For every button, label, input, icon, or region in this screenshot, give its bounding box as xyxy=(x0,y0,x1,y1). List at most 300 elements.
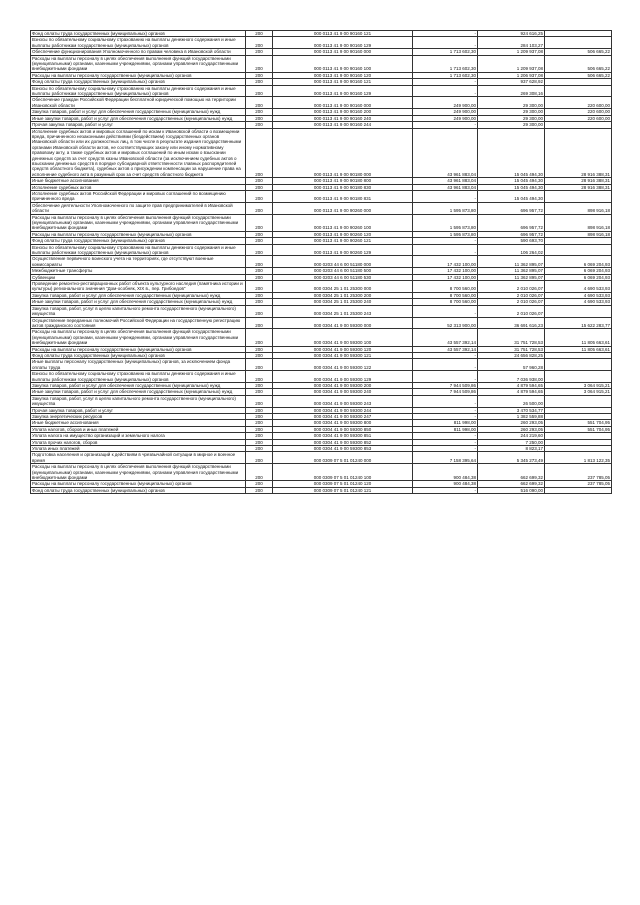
expense-name-cell: Закупка товаров, работ и услуг для обеспечения государственных (муниципальных) нужд xyxy=(31,109,246,115)
approved-amount-cell: 249 900,00 xyxy=(413,109,478,115)
classification-code-cell: 000 0113 41 9 00 90260 100 xyxy=(273,214,413,231)
approved-amount-cell: 249 900,00 xyxy=(413,97,478,109)
classification-code-cell: 000 0113 41 9 00 90260 000 xyxy=(273,202,413,214)
classification-code-cell: 000 0113 41 9 00 90160 120 xyxy=(273,72,413,78)
line-code-cell: 200 xyxy=(246,256,273,268)
approved-amount-cell: 17 432 100,00 xyxy=(413,274,478,280)
approved-amount-cell: 17 432 100,00 xyxy=(413,268,478,274)
unexecuted-amount-cell: 28 916 388,31 xyxy=(545,128,612,178)
approved-amount-cell: 249 900,00 xyxy=(413,115,478,121)
unexecuted-amount-cell: 220 600,00 xyxy=(545,97,612,109)
table-row xyxy=(31,109,612,115)
expense-name-cell: Подготовка населения и организаций к действиям в чрезвычайной ситуации в мирное и военное время xyxy=(31,452,246,464)
line-code-cell: 200 xyxy=(246,359,273,371)
unexecuted-amount-cell: 4 690 533,93 xyxy=(545,299,612,305)
executed-amount-cell: 29 300,00 xyxy=(478,115,545,121)
approved-amount-cell: - xyxy=(413,305,478,317)
line-code-cell: 200 xyxy=(246,128,273,178)
line-code-cell: 200 xyxy=(246,72,273,78)
expense-name-cell: Фонд оплаты труда государственных (муниципальных) органов xyxy=(31,352,246,358)
executed-amount-cell: 269 308,16 xyxy=(478,85,545,97)
approved-amount-cell: - xyxy=(413,238,478,244)
executed-amount-cell: 937 628,92 xyxy=(478,79,545,85)
classification-code-cell: 000 0304 41 9 00 59300 121 xyxy=(273,352,413,358)
expense-name-cell: Межбюджетные трансферты xyxy=(31,268,246,274)
classification-code-cell: 000 0113 41 9 00 90160 200 xyxy=(273,109,413,115)
classification-code-cell: 000 0304 41 9 00 59300 129 xyxy=(273,371,413,383)
unexecuted-amount-cell: 220 600,00 xyxy=(545,109,612,115)
expense-name-cell: Расходы на выплаты персоналу в целях обеспечения выполнения функций государственными (муниципальными) органами, казенными учреждениями, органами управления государственными внебюджетными фондами xyxy=(31,464,246,481)
line-code-cell: 200 xyxy=(246,238,273,244)
classification-code-cell: 000 0304 41 9 00 59300 800 xyxy=(273,420,413,426)
table-row xyxy=(31,371,612,383)
unexecuted-amount-cell: 3 064 915,21 xyxy=(545,389,612,395)
approved-amount-cell: - xyxy=(413,487,478,493)
line-code-cell: 200 xyxy=(246,97,273,109)
approved-amount-cell: 43 961 883,04 xyxy=(413,178,478,184)
expense-name-cell: Уплата иных платежей xyxy=(31,446,246,452)
executed-amount-cell: 662 699,32 xyxy=(478,464,545,481)
executed-amount-cell: 29 300,00 xyxy=(478,109,545,115)
approved-amount-cell: - xyxy=(413,122,478,128)
executed-amount-cell: 15 045 494,30 xyxy=(478,190,545,202)
table-row xyxy=(31,37,612,49)
line-code-cell: 200 xyxy=(246,446,273,452)
expense-name-cell: Фонд оплаты труда государственных (муниципальных) органов xyxy=(31,487,246,493)
approved-amount-cell: - xyxy=(413,79,478,85)
classification-code-cell: 000 0304 25 1 01 25300 243 xyxy=(273,305,413,317)
line-code-cell: 200 xyxy=(246,395,273,407)
expense-name-cell: Проведение ремонтно-реставрационных работ объекта культурного наследия (памятника истории и культуры) регионального значения "Дом-особняк, XIX в., пер. Грибоедов" xyxy=(31,281,246,293)
table-row xyxy=(31,55,612,72)
classification-code-cell: 000 0304 41 9 00 59300 000 xyxy=(273,317,413,329)
line-code-cell: 200 xyxy=(246,352,273,358)
executed-amount-cell: 1 209 937,08 xyxy=(478,49,545,55)
table-row xyxy=(31,382,612,388)
classification-code-cell: 000 0113 41 9 00 90160 129 xyxy=(273,37,413,49)
approved-amount-cell: - xyxy=(413,407,478,413)
unexecuted-amount-cell: 6 069 204,93 xyxy=(545,268,612,274)
expense-name-cell: Уплата прочих налогов, сборов xyxy=(31,439,246,445)
table-row xyxy=(31,72,612,78)
table-row xyxy=(31,214,612,231)
approved-amount-cell: - xyxy=(413,414,478,420)
classification-code-cell: 000 0304 41 9 00 59300 120 xyxy=(273,346,413,352)
executed-amount-cell: 26 500,00 xyxy=(478,395,545,407)
approved-amount-cell: 17 432 100,00 xyxy=(413,256,478,268)
unexecuted-amount-cell: 11 805 663,61 xyxy=(545,329,612,346)
classification-code-cell: 000 0113 41 9 00 90160 000 xyxy=(273,49,413,55)
executed-amount-cell: 2 010 026,07 xyxy=(478,292,545,298)
line-code-cell: 200 xyxy=(246,292,273,298)
line-code-cell: 200 xyxy=(246,389,273,395)
table-row xyxy=(31,202,612,214)
approved-amount-cell: 43 961 883,04 xyxy=(413,184,478,190)
table-row xyxy=(31,317,612,329)
classification-code-cell: 000 0304 41 9 00 59300 853 xyxy=(273,446,413,452)
table-row xyxy=(31,352,612,358)
classification-code-cell: 000 0309 07 5 01 01240 120 xyxy=(273,481,413,487)
classification-code-cell: 000 0113 41 9 00 90160 000 xyxy=(273,97,413,109)
approved-amount-cell: 43 557 392,14 xyxy=(413,346,478,352)
approved-amount-cell: - xyxy=(413,352,478,358)
expense-name-cell: Закупка энергетических ресурсов xyxy=(31,414,246,420)
expense-name-cell: Иные закупки товаров, работ и услуг для обеспечения государственных (муниципальных) нужд xyxy=(31,115,246,121)
unexecuted-amount-cell xyxy=(545,190,612,202)
executed-amount-cell: 5 345 273,49 xyxy=(478,452,545,464)
approved-amount-cell: 8 700 560,00 xyxy=(413,281,478,293)
table-row xyxy=(31,31,612,37)
unexecuted-amount-cell: 898 916,18 xyxy=(545,202,612,214)
classification-code-cell: 000 0304 41 9 00 59300 240 xyxy=(273,389,413,395)
table-row xyxy=(31,128,612,178)
classification-code-cell: 000 0203 44 6 00 51180 530 xyxy=(273,274,413,280)
approved-amount-cell: 7 158 395,64 xyxy=(413,452,478,464)
executed-amount-cell: 244 219,60 xyxy=(478,433,545,439)
line-code-cell: 200 xyxy=(246,305,273,317)
executed-amount-cell: 15 045 494,30 xyxy=(478,178,545,184)
approved-amount-cell: 1 595 873,80 xyxy=(413,202,478,214)
unexecuted-amount-cell: 506 665,22 xyxy=(545,72,612,78)
expense-name-cell: Иные закупки товаров, работ и услуг для обеспечения государственных (муниципальных) нужд xyxy=(31,299,246,305)
executed-amount-cell: 3 470 534,77 xyxy=(478,407,545,413)
table-row xyxy=(31,305,612,317)
expense-name-cell: Закупка товаров, работ и услуг для обеспечения государственных (муниципальных) нужд xyxy=(31,382,246,388)
classification-code-cell: 000 0304 41 9 00 59300 852 xyxy=(273,439,413,445)
approved-amount-cell: 1 595 873,80 xyxy=(413,231,478,237)
line-code-cell: 200 xyxy=(246,317,273,329)
executed-amount-cell: 57 960,28 xyxy=(478,359,545,371)
executed-amount-cell: 15 045 494,30 xyxy=(478,184,545,190)
unexecuted-amount-cell xyxy=(545,244,612,256)
line-code-cell: 200 xyxy=(246,244,273,256)
expense-name-cell: Обеспечение деятельности Уполномоченного по защите прав предпринимателей в Ивановской области xyxy=(31,202,246,214)
expense-name-cell: Иные бюджетные ассигнования xyxy=(31,420,246,426)
executed-amount-cell: 1 206 937,08 xyxy=(478,72,545,78)
unexecuted-amount-cell xyxy=(545,37,612,49)
approved-amount-cell: - xyxy=(413,190,478,202)
approved-amount-cell: 1 713 602,30 xyxy=(413,55,478,72)
executed-amount-cell: 924 616,25 xyxy=(478,31,545,37)
classification-code-cell: 000 0304 41 9 00 59300 243 xyxy=(273,395,413,407)
line-code-cell: 200 xyxy=(246,274,273,280)
approved-amount-cell: - xyxy=(413,37,478,49)
approved-amount-cell: 900 484,38 xyxy=(413,481,478,487)
table-row xyxy=(31,426,612,432)
unexecuted-amount-cell: 551 704,95 xyxy=(545,426,612,432)
expense-name-cell: Расходы на выплаты персоналу государственных (муниципальных) органов xyxy=(31,346,246,352)
approved-amount-cell: - xyxy=(413,446,478,452)
classification-code-cell: 000 0309 07 5 01 01240 100 xyxy=(273,464,413,481)
unexecuted-amount-cell: 506 665,22 xyxy=(545,55,612,72)
expense-name-cell: Взносы по обязательному социальному страхованию на выплаты денежного содержания и иные выплаты работникам государственных (муниципальных) органов xyxy=(31,85,246,97)
table-row xyxy=(31,329,612,346)
unexecuted-amount-cell: 1 813 122,35 xyxy=(545,452,612,464)
table-row xyxy=(31,85,612,97)
executed-amount-cell: 2 010 026,07 xyxy=(478,305,545,317)
expense-name-cell: Закупка товаров, работ, услуг в целях капитального ремонта государственного (муниципального) имущества xyxy=(31,305,246,317)
line-code-cell: 200 xyxy=(246,184,273,190)
executed-amount-cell: 260 293,05 xyxy=(478,420,545,426)
unexecuted-amount-cell: 28 916 388,31 xyxy=(545,184,612,190)
executed-amount-cell: 36 691 616,23 xyxy=(478,317,545,329)
expense-name-cell: Взносы по обязательному социальному страхованию на выплаты денежного содержания и иные выплаты работникам государственных (муниципальных) органов xyxy=(31,244,246,256)
approved-amount-cell: 7 944 509,86 xyxy=(413,382,478,388)
approved-amount-cell: 7 944 509,86 xyxy=(413,389,478,395)
executed-amount-cell: 696 957,72 xyxy=(478,214,545,231)
executed-amount-cell: 260 293,05 xyxy=(478,426,545,432)
classification-code-cell: 000 0304 41 9 00 59300 244 xyxy=(273,407,413,413)
unexecuted-amount-cell xyxy=(545,395,612,407)
classification-code-cell: 000 0309 07 5 01 01240 000 xyxy=(273,452,413,464)
executed-amount-cell: 15 045 494,30 xyxy=(478,128,545,178)
approved-amount-cell: 43 557 392,14 xyxy=(413,329,478,346)
executed-amount-cell: 31 751 728,53 xyxy=(478,346,545,352)
line-code-cell: 200 xyxy=(246,190,273,202)
line-code-cell: 200 xyxy=(246,481,273,487)
classification-code-cell: 000 0113 41 9 00 90260 121 xyxy=(273,238,413,244)
classification-code-cell: 000 0203 44 6 00 51180 500 xyxy=(273,268,413,274)
table-row xyxy=(31,299,612,305)
expense-name-cell: Прочая закупка товаров, работ и услуг xyxy=(31,122,246,128)
line-code-cell: 200 xyxy=(246,329,273,346)
classification-code-cell: 000 0113 41 9 00 90160 240 xyxy=(273,115,413,121)
unexecuted-amount-cell xyxy=(545,359,612,371)
classification-code-cell: 000 0113 41 9 00 90160 100 xyxy=(273,55,413,72)
classification-code-cell: 000 0113 41 9 00 90260 129 xyxy=(273,244,413,256)
unexecuted-amount-cell: 506 665,22 xyxy=(545,49,612,55)
approved-amount-cell: 811 998,00 xyxy=(413,420,478,426)
expense-name-cell: Обеспечение граждан Российской Федерации бесплатной юридической помощью на территории Ивановской области xyxy=(31,97,246,109)
approved-amount-cell: - xyxy=(413,371,478,383)
expense-name-cell: Прочая закупка товаров, работ и услуг xyxy=(31,407,246,413)
classification-code-cell: 000 0304 41 9 00 59300 850 xyxy=(273,426,413,432)
line-code-cell: 200 xyxy=(246,439,273,445)
executed-amount-cell: 2 010 026,07 xyxy=(478,299,545,305)
executed-amount-cell: 7 036 938,00 xyxy=(478,371,545,383)
approved-amount-cell: - xyxy=(413,31,478,37)
approved-amount-cell: 1 595 873,80 xyxy=(413,214,478,231)
expense-name-cell: Субвенции xyxy=(31,274,246,280)
line-code-cell: 200 xyxy=(246,452,273,464)
classification-code-cell: 000 0113 41 9 00 90160 129 xyxy=(273,85,413,97)
expense-name-cell: Расходы на выплаты персоналу в целях обеспечения выполнения функций государственными (муниципальными) органами, казенными учреждениями, органами управления государственными внебюджетными фондами xyxy=(31,55,246,72)
classification-code-cell: 000 0113 41 9 00 90260 120 xyxy=(273,231,413,237)
approved-amount-cell: - xyxy=(413,433,478,439)
expense-name-cell: Расходы на выплаты персоналу в целях обеспечения выполнения функций государственными (муниципальными) органами, казенными учреждениями, органами управления государственными внебюджетными фондами xyxy=(31,329,246,346)
line-code-cell: 200 xyxy=(246,426,273,432)
unexecuted-amount-cell xyxy=(545,305,612,317)
line-code-cell: 200 xyxy=(246,178,273,184)
table-row xyxy=(31,452,612,464)
table-row xyxy=(31,238,612,244)
line-code-cell: 200 xyxy=(246,55,273,72)
expense-name-cell: Фонд оплаты труда государственных (муниципальных) органов xyxy=(31,79,246,85)
table-body xyxy=(31,31,612,494)
table-row xyxy=(31,281,612,293)
expense-name-cell: Осуществление первичного воинского учета на территориях, где отсутствуют военные комиссариаты xyxy=(31,256,246,268)
line-code-cell: 200 xyxy=(246,420,273,426)
expense-name-cell: Расходы на выплаты персоналу государственных (муниципальных) органов xyxy=(31,72,246,78)
classification-code-cell: 000 0203 44 6 00 51180 000 xyxy=(273,256,413,268)
classification-code-cell: 000 0113 41 9 00 90180 800 xyxy=(273,178,413,184)
expense-name-cell: Расходы на выплаты персоналу в целях обеспечения выполнения функций государственными (муниципальными) органами, казенными учреждениями, органами управления государственными внебюджетными фондами xyxy=(31,214,246,231)
line-code-cell: 200 xyxy=(246,407,273,413)
executed-amount-cell: 284 103,27 xyxy=(478,37,545,49)
unexecuted-amount-cell: 220 600,00 xyxy=(545,115,612,121)
classification-code-cell: 000 0304 41 9 00 59300 100 xyxy=(273,329,413,346)
classification-code-cell: 000 0304 41 9 00 59300 851 xyxy=(273,433,413,439)
table-row xyxy=(31,346,612,352)
executed-amount-cell: 1 382 559,88 xyxy=(478,414,545,420)
line-code-cell: 200 xyxy=(246,433,273,439)
expense-name-cell: Взносы по обязательному социальному страхованию на выплаты денежного содержания и иные выплаты работникам государственных (муниципальных) органов xyxy=(31,371,246,383)
line-code-cell: 200 xyxy=(246,268,273,274)
expense-name-cell: Закупка товаров, работ и услуг для обеспечения государственных (муниципальных) нужд xyxy=(31,292,246,298)
executed-amount-cell: 1 209 937,08 xyxy=(478,55,545,72)
classification-code-cell: 000 0304 41 9 00 59300 247 xyxy=(273,414,413,420)
executed-amount-cell: 24 656 828,25 xyxy=(478,352,545,358)
table-row xyxy=(31,359,612,371)
expense-name-cell: Расходы на выплаты персоналу государственных (муниципальных) органов xyxy=(31,481,246,487)
approved-amount-cell: 1 713 602,30 xyxy=(413,49,478,55)
unexecuted-amount-cell: 6 069 204,93 xyxy=(545,274,612,280)
line-code-cell: 200 xyxy=(246,281,273,293)
approved-amount-cell: 1 713 602,30 xyxy=(413,72,478,78)
expense-name-cell: Иные закупки товаров, работ и услуг для обеспечения государственных (муниципальных) нужд xyxy=(31,389,246,395)
executed-amount-cell: 11 362 895,07 xyxy=(478,256,545,268)
classification-code-cell: 000 0304 25 1 01 25300 240 xyxy=(273,299,413,305)
line-code-cell: 200 xyxy=(246,122,273,128)
expense-name-cell: Осуществление переданных полномочий Российской Федерации на государственную регистрацию актов гражданского состояния xyxy=(31,317,246,329)
expense-name-cell: Исполнение судебных актов и мировых соглашений по искам к Ивановской области о возмещении вреда, причиненного незаконными действиями (бездействием) государственных органов Ивановской области или их должностных лиц, в том числе в результате издания государственными органами Ивановской области актов, не соответствующих закону или иному нормативному правовому акту, а также судебных актов и мировых соглашений по иным искам о взыскании денежных средств за счет средств казны Ивановской области (за исключением судебных актов о взыскании денежных средств в порядке субсидиарной ответственности главных распорядителей средств областного бюджета), судебных актов о присуждении компенсации за нарушение права на исполнение судебного акта в разумный срок за счет средств областного бюджета xyxy=(31,128,246,178)
line-code-cell: 200 xyxy=(246,346,273,352)
approved-amount-cell: 43 961 883,04 xyxy=(413,128,478,178)
table-row xyxy=(31,395,612,407)
classification-code-cell: 000 0304 41 9 00 59300 200 xyxy=(273,382,413,388)
table-row xyxy=(31,49,612,55)
table-row xyxy=(31,190,612,202)
table-row xyxy=(31,79,612,85)
executed-amount-cell: 590 693,70 xyxy=(478,238,545,244)
unexecuted-amount-cell: 898 916,18 xyxy=(545,214,612,231)
line-code-cell: 200 xyxy=(246,371,273,383)
expense-name-cell: Расходы на выплаты персоналу государственных (муниципальных) органов xyxy=(31,231,246,237)
executed-amount-cell: 516 090,00 xyxy=(478,487,545,493)
unexecuted-amount-cell xyxy=(545,85,612,97)
classification-code-cell: 000 0113 41 9 00 90160 121 xyxy=(273,79,413,85)
budget-execution-table xyxy=(30,30,612,494)
unexecuted-amount-cell: 3 064 915,21 xyxy=(545,382,612,388)
approved-amount-cell: - xyxy=(413,359,478,371)
expense-name-cell: Уплата налога на имущество организаций и земельного налога xyxy=(31,433,246,439)
executed-amount-cell: 696 957,72 xyxy=(478,231,545,237)
executed-amount-cell: 11 362 895,07 xyxy=(478,274,545,280)
unexecuted-amount-cell: 237 785,05 xyxy=(545,464,612,481)
expense-name-cell: Уплата налогов, сборов и иных платежей xyxy=(31,426,246,432)
unexecuted-amount-cell xyxy=(545,487,612,493)
executed-amount-cell: 31 751 728,53 xyxy=(478,329,545,346)
approved-amount-cell: - xyxy=(413,439,478,445)
line-code-cell: 200 xyxy=(246,202,273,214)
table-row xyxy=(31,389,612,395)
executed-amount-cell: 8 823,17 xyxy=(478,446,545,452)
approved-amount-cell: 900 484,38 xyxy=(413,464,478,481)
unexecuted-amount-cell: 237 785,05 xyxy=(545,481,612,487)
expense-name-cell: Иные бюджетные ассигнования xyxy=(31,178,246,184)
unexecuted-amount-cell xyxy=(545,371,612,383)
executed-amount-cell: 2 010 026,07 xyxy=(478,281,545,293)
classification-code-cell: 000 0113 41 9 00 90160 121 xyxy=(273,31,413,37)
classification-code-cell: 000 0113 41 9 00 90180 830 xyxy=(273,184,413,190)
classification-code-cell: 000 0113 41 9 00 90160 244 xyxy=(273,122,413,128)
table-row xyxy=(31,464,612,481)
classification-code-cell: 000 0113 41 9 00 90180 000 xyxy=(273,128,413,178)
expense-name-cell: Фонд оплаты труда государственных (муниципальных) органов xyxy=(31,31,246,37)
approved-amount-cell: - xyxy=(413,244,478,256)
executed-amount-cell: 106 264,02 xyxy=(478,244,545,256)
line-code-cell: 200 xyxy=(246,214,273,231)
executed-amount-cell: 4 879 594,65 xyxy=(478,389,545,395)
approved-amount-cell: 8 700 560,00 xyxy=(413,299,478,305)
line-code-cell: 200 xyxy=(246,85,273,97)
unexecuted-amount-cell: 15 622 283,77 xyxy=(545,317,612,329)
unexecuted-amount-cell: 28 916 388,31 xyxy=(545,178,612,184)
approved-amount-cell: - xyxy=(413,395,478,407)
unexecuted-amount-cell: 4 690 533,93 xyxy=(545,292,612,298)
unexecuted-amount-cell: 6 069 204,93 xyxy=(545,256,612,268)
line-code-cell: 200 xyxy=(246,49,273,55)
table-row xyxy=(31,97,612,109)
table-row xyxy=(31,231,612,237)
line-code-cell: 200 xyxy=(246,31,273,37)
executed-amount-cell: 29 300,00 xyxy=(478,97,545,109)
expense-name-cell: Иные выплаты персоналу государственных (муниципальных) органов, за исключением фонда оплаты труда xyxy=(31,359,246,371)
table-row xyxy=(31,115,612,121)
approved-amount-cell: 52 313 900,00 xyxy=(413,317,478,329)
approved-amount-cell: 811 998,00 xyxy=(413,426,478,432)
executed-amount-cell: 11 362 895,07 xyxy=(478,268,545,274)
approved-amount-cell: 8 700 560,00 xyxy=(413,292,478,298)
unexecuted-amount-cell: 898 916,18 xyxy=(545,231,612,237)
executed-amount-cell: 696 957,72 xyxy=(478,202,545,214)
table-row xyxy=(31,433,612,439)
classification-code-cell: 000 0304 25 1 01 25300 000 xyxy=(273,281,413,293)
executed-amount-cell: 662 699,32 xyxy=(478,481,545,487)
expense-name-cell: Закупка товаров, работ, услуг в целях капитального ремонта государственного (муниципального) имущества xyxy=(31,395,246,407)
line-code-cell: 200 xyxy=(246,79,273,85)
expense-name-cell: Взносы по обязательному социальному страхованию на выплаты денежного содержания и иные выплаты работникам государственных (муниципальных) органов xyxy=(31,37,246,49)
executed-amount-cell: 7 250,00 xyxy=(478,439,545,445)
line-code-cell: 200 xyxy=(246,231,273,237)
approved-amount-cell: - xyxy=(413,85,478,97)
expense-name-cell: Исполнение судебных актов xyxy=(31,184,246,190)
line-code-cell: 200 xyxy=(246,37,273,49)
expense-name-cell: Фонд оплаты труда государственных (муниципальных) органов xyxy=(31,238,246,244)
line-code-cell: 200 xyxy=(246,115,273,121)
classification-code-cell: 000 0304 41 9 00 59300 122 xyxy=(273,359,413,371)
line-code-cell: 200 xyxy=(246,299,273,305)
expense-name-cell: Исполнение судебных актов Российской Федерации и мировых соглашений по возмещению причиненного вреда xyxy=(31,190,246,202)
classification-code-cell: 000 0304 25 1 01 25300 200 xyxy=(273,292,413,298)
line-code-cell: 200 xyxy=(246,414,273,420)
unexecuted-amount-cell: 4 690 533,93 xyxy=(545,281,612,293)
table-row xyxy=(31,481,612,487)
table-row xyxy=(31,256,612,268)
line-code-cell: 200 xyxy=(246,464,273,481)
line-code-cell: 200 xyxy=(246,109,273,115)
line-code-cell: 200 xyxy=(246,382,273,388)
